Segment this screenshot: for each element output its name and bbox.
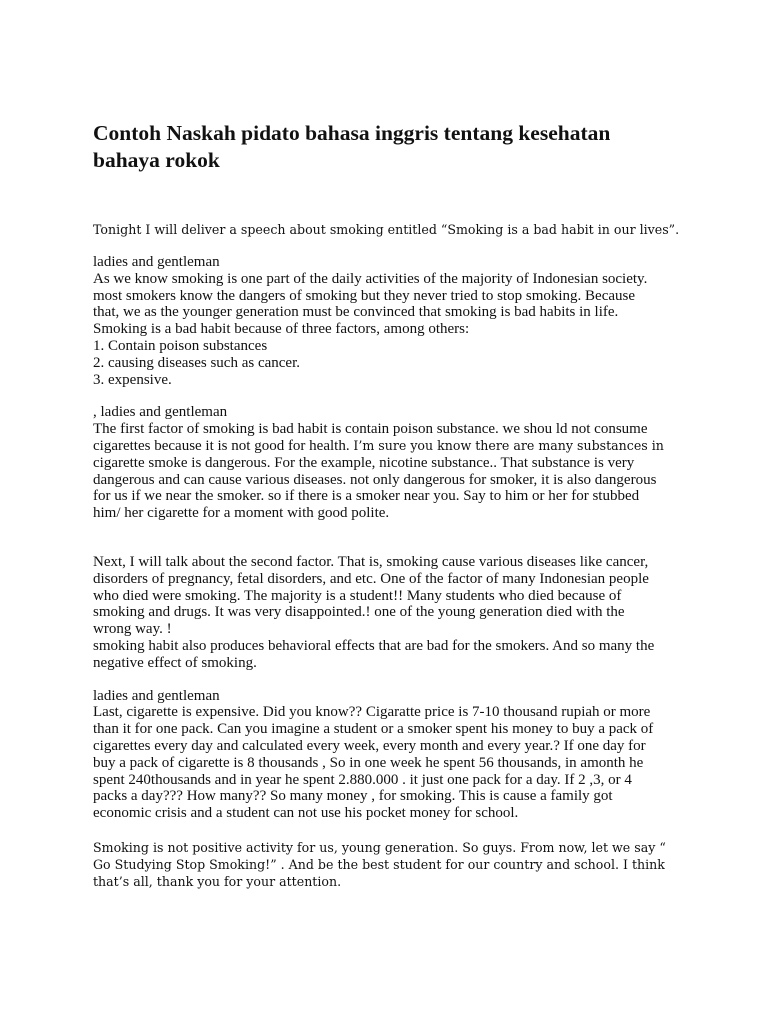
closing-paragraph [93,840,683,890]
paragraph-line: cigarettes every day and calculated every week, every month and every year.? If one day for [93,737,646,754]
paragraph-line: spent 240thousands and in year he spent 2.880.000 . it just one pack for a day. If 2 ,3, or 4 [93,771,632,788]
list-item: 2. causing diseases such as cancer. [93,354,301,371]
list-item: 1. Contain poison substances [93,337,268,354]
intro-paragraph: Tonight I will deliver a speech about smoking entitled “Smoking is a bad habit in our lives”. [93,222,680,237]
paragraph-3 [93,554,683,672]
paragraph-line [93,438,683,455]
paragraph-line: that, we as the younger generation must be convinced that smoking is bad habits in life. [93,304,619,321]
paragraph-2 [93,404,683,522]
paragraph-line: disorders of pregnancy, fetal disorders, and etc. One of the factor of many Indonesian people [93,570,649,587]
paragraph-line: economic crisis and a student can not use his pocket money for school. [93,805,519,822]
paragraph-line: Smoking is not positive activity for us, young generation. So guys. From now, let we say “ [93,839,666,855]
title-line-1: Contoh Naskah pidato bahasa inggris tentang kesehatan [93,121,611,145]
document-title [93,120,683,174]
title-line-2: bahaya rokok [93,148,220,172]
text-run: cigarettes because it is not good for health. [93,437,354,454]
paragraph-line: who died were smoking. The majority is a student!! Many students who died because of [93,587,622,604]
paragraph-1 [93,254,683,388]
paragraph-line: negative effect of smoking. [93,654,257,671]
paragraph-line: him/ her cigarette for a moment with good polite. [93,505,390,522]
paragraph-4 [93,688,683,822]
paragraph-line: , ladies and gentleman [93,404,228,421]
paragraph-line: smoking and drugs. It was very disappointed.! one of the young generation died with the [93,604,625,621]
paragraph-line: wrong way. ! [93,621,172,638]
paragraph-line: smoking habit also produces behavioral effects that are bad for the smokers. And so many the [93,637,655,654]
paragraph-line: that’s all, thank you for your attention. [93,873,342,889]
paragraph-line: dangerous and can cause various diseases. not only dangerous for smoker, it is also dangerous [93,471,657,488]
paragraph-line: Smoking is a bad habit because of three factors, among others: [93,321,470,338]
paragraph-line: for us if we near the smoker. so if there is a smoker near you. Say to him or her for stubbed [93,488,640,505]
paragraph-line: cigarette smoke is dangerous. For the example, nicotine substance.. That substance is very [93,454,635,471]
paragraph-line: As we know smoking is one part of the daily activities of the majority of Indonesian society. [93,270,648,287]
paragraph-line: than it for one pack. Can you imagine a student or a smoker spent his money to buy a pack of [93,721,654,738]
paragraph-line: Next, I will talk about the second factor. That is, smoking cause various diseases like cancer, [93,553,649,570]
text-run: I’m sure you know there are many substances in [353,437,664,453]
paragraph-line: Last, cigarette is expensive. Did you know?? Cigaratte price is 7-10 thousand rupiah or more [93,704,651,721]
document-page [93,120,683,890]
list-item: 3. expensive. [93,371,172,388]
paragraph-line: Go Studying Stop Smoking!” . And be the best student for our country and school. I think [93,856,665,872]
paragraph-line: ladies and gentleman [93,687,220,704]
paragraph-line: packs a day??? How many?? So many money , for smoking. This is cause a family got [93,788,613,805]
paragraph-line: buy a pack of cigarette is 8 thousands , So in one week he spent 56 thousands, in amonth he [93,754,644,771]
paragraph-line: The first factor of smoking is bad habit is contain poison substance. we shou ld not consume [93,421,648,438]
paragraph-line: most smokers know the dangers of smoking but they never tried to stop smoking. Because [93,287,635,304]
paragraph-line: ladies and gentleman [93,254,220,270]
